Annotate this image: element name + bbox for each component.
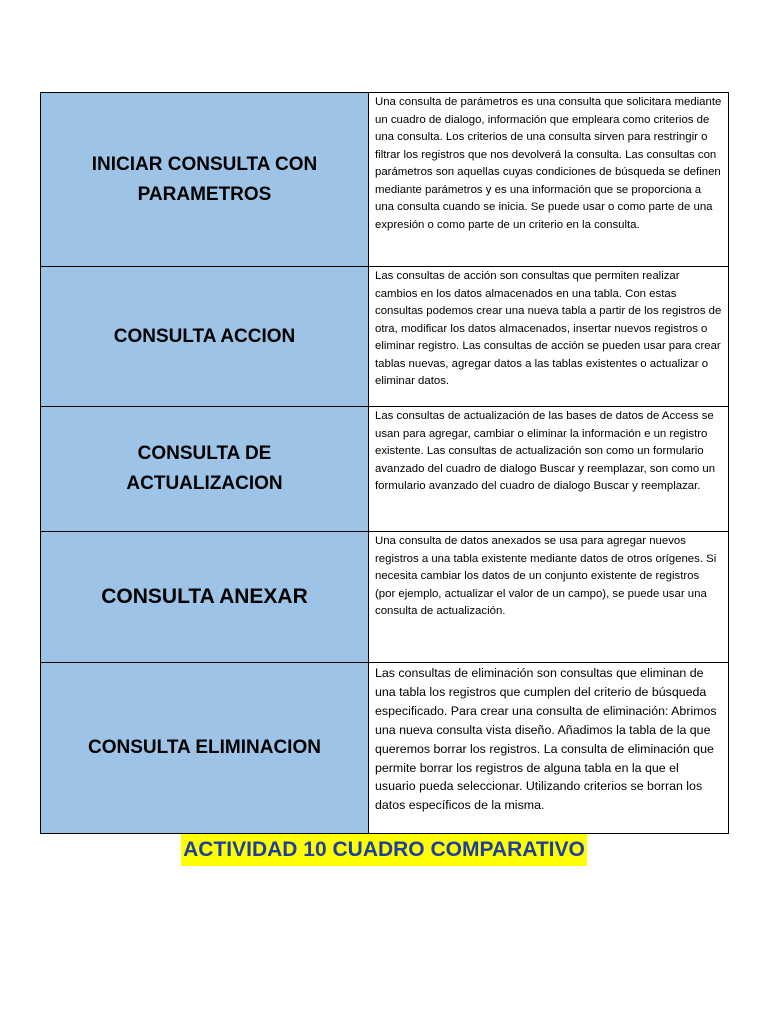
term-cell — [41, 532, 369, 663]
description-cell — [369, 532, 729, 663]
table-row — [41, 663, 729, 834]
title-wrap — [0, 834, 768, 866]
description-cell — [369, 267, 729, 407]
term-cell — [41, 663, 369, 834]
description-cell — [369, 93, 729, 267]
table-row — [41, 267, 729, 407]
comparison-table — [40, 92, 729, 834]
term-label: CONSULTA ANEXAR — [101, 585, 308, 608]
term-label: INICIAR CONSULTA CON PARAMETROS — [91, 153, 318, 205]
table-row — [41, 532, 729, 663]
page-title: ACTIVIDAD 10 CUADRO COMPARATIVO — [181, 834, 587, 866]
table-row — [41, 93, 729, 267]
description-text: Una consulta de datos anexados se usa para agregar nuevos registros a una tabla existente mediante datos de otros orígenes. Si necesita cambiar los datos de un conjunto existente de registros (por ejemplo, actualizar el valor de un campo), se puede usar una consulta de actualización. — [375, 535, 717, 617]
description-cell — [369, 663, 729, 834]
table-row — [41, 407, 729, 532]
term-cell — [41, 407, 369, 532]
description-text: Las consultas de actualización de las bases de datos de Access se usan para agregar, cambiar o eliminar la información e un registro existente. Las consultas de actualización son como un formulario avanzado del cuadro de dialogo Buscar y reemplazar, son como un formulario avanzado del cuadro de dialogo Buscar y reemplazar. — [375, 410, 716, 492]
description-text: Una consulta de parámetros es una consulta que solicitara mediante un cuadro de dialogo, información que empleara como criterios de una consulta. Los criterios de una consulta sirven para restringir o filtrar los registros que nos devolverá la consulta. Las consultas con parámetros son aquellas cuyas condiciones de búsqueda se definen mediante parámetros y es una información que se proporciona a una consulta cuando se inicia. Se puede usar o como parte de una expresión o como parte de un criterio en la consulta. — [375, 96, 722, 231]
term-label: CONSULTA ELIMINACION — [88, 737, 321, 758]
term-cell — [41, 267, 369, 407]
term-label: CONSULTA DE ACTUALIZACION — [126, 443, 283, 494]
term-label: CONSULTA ACCION — [113, 325, 296, 347]
term-cell — [41, 93, 369, 267]
description-text: Las consultas de acción son consultas que permiten realizar cambios en los datos almacenados en una tabla. Con estas consultas podemos crear una nueva tabla a partir de los registros de otra, modificar los datos almacenados, insertar nuevos registros o eliminar registro. Las consultas de acción se pueden usar para crear tablas nuevas, agregar datos a las tablas existentes o actualizar o eliminar datos. — [375, 270, 722, 387]
description-cell — [369, 407, 729, 532]
description-text: Las consultas de eliminación son consultas que eliminan de una tabla los registros que cumplen del criterio de búsqueda especificado. Para crear una consulta de eliminación: Abrimos una nueva consulta vista diseño. Añadimos la tabla de la que queremos borrar los registros. La consulta de eliminación que permite borrar los registros de alguna tabla en la que el usuario pueda seleccionar. Utilizando criterios se borran los datos específicos de la misma. — [375, 666, 717, 813]
